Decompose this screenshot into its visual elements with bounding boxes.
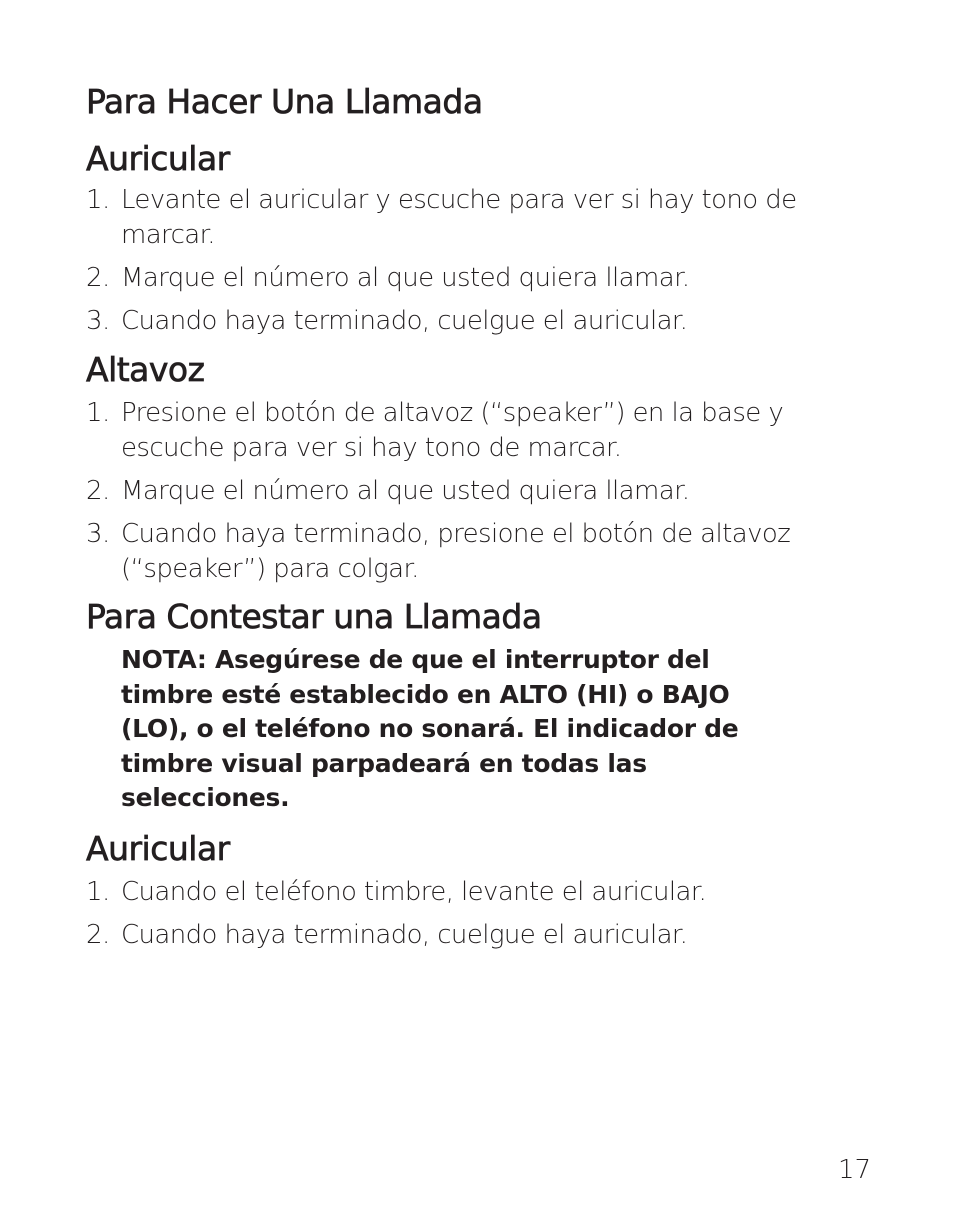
list-item [86, 304, 836, 339]
step-text: Marque el número al que usted quiera llamar. [121, 263, 690, 293]
section-title-answer-call: Para Contestar una Llamada [86, 597, 542, 636]
list-item [86, 517, 836, 587]
step-text: Cuando haya terminado, cuelgue el auricular. [121, 920, 688, 950]
speaker-call-steps [86, 396, 836, 587]
handset-answer-steps [86, 875, 836, 953]
step-number: 2. [86, 920, 110, 950]
step-number: 1. [86, 185, 110, 215]
step-number: 2. [86, 263, 110, 293]
subsection-title-speaker: Altavoz [86, 350, 205, 389]
step-number: 3. [86, 306, 110, 336]
list-item [86, 474, 836, 509]
page-number: 17 [838, 1155, 872, 1185]
handset-call-steps [86, 183, 836, 339]
step-text: Levante el auricular y escuche para ver si hay tono de marcar. [121, 185, 797, 250]
step-text: Cuando haya terminado, presione el botón de altavoz (“speaker”) para colgar. [121, 519, 791, 584]
list-item [86, 875, 836, 910]
step-text: Presione el botón de altavoz (“speaker”) en la base y escuche para ver si hay tono de marcar. [121, 398, 784, 463]
section-title-make-call: Para Hacer Una Llamada [86, 82, 483, 121]
list-item [86, 918, 836, 953]
list-item [86, 396, 836, 466]
step-number: 1. [86, 877, 110, 907]
step-text: Marque el número al que usted quiera llamar. [121, 476, 690, 506]
step-text: Cuando el teléfono timbre, levante el auricular. [121, 877, 707, 907]
step-text: Cuando haya terminado, cuelgue el auricular. [121, 306, 688, 336]
list-item [86, 183, 836, 253]
subsection-title-handset-answer: Auricular [86, 829, 230, 868]
step-number: 2. [86, 476, 110, 506]
step-number: 3. [86, 519, 110, 549]
step-number: 1. [86, 398, 110, 428]
subsection-title-handset: Auricular [86, 139, 230, 178]
list-item [86, 261, 836, 296]
ringer-note: NOTA: Asegúrese de que el interruptor del timbre esté establecido en ALTO (HI) o BAJO (LO), o el teléfono no sonará. El indicador de timbre visual parpadeará en todas las selecciones. [121, 645, 739, 812]
